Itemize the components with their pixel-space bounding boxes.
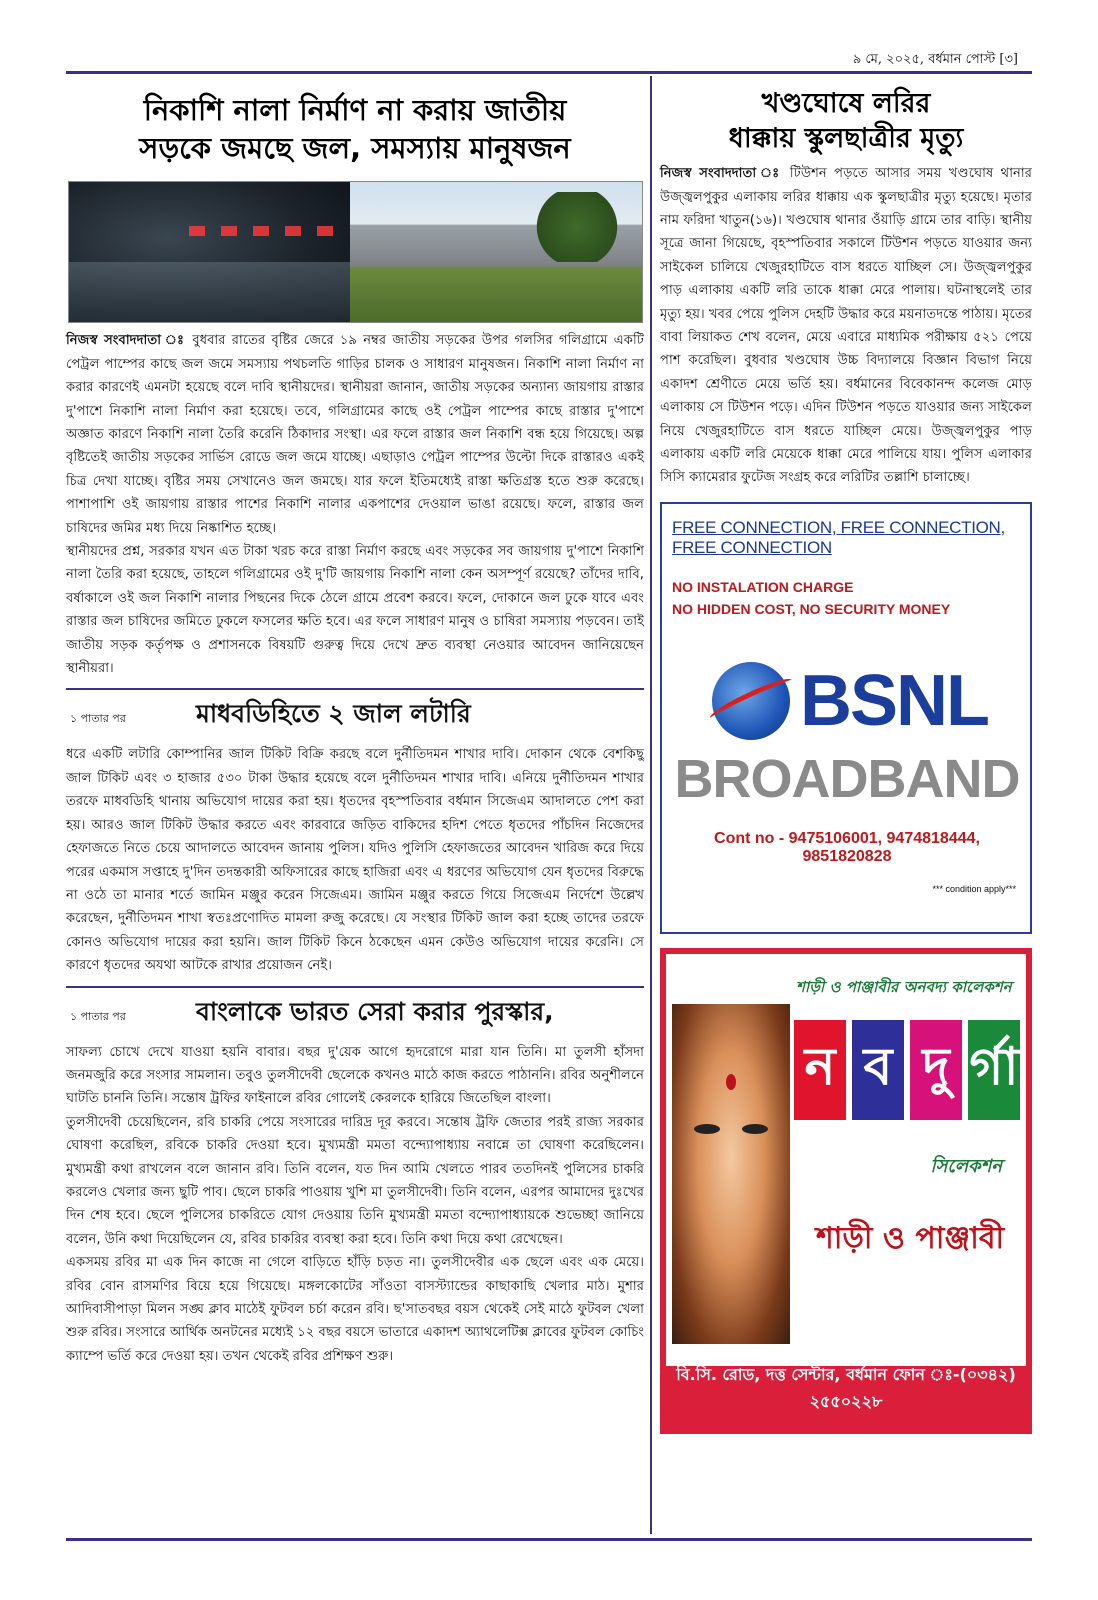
accident-body: নিজস্ব সংবাদদাতা ঃ টিউশন পড়তে আসার সময় খণ্ডঘোষ থানার উজ্জ্বলপুকুর এলাকায় লরির ধাক্কায় এক স্কুলছাত্রীর মৃত্যু হয়েছে। মৃতার নাম ফরিদা খাতুন(১৬)। খণ্ডঘোষ থানার ওঁয়াড়ি গ্রামে তার বাড়ি। স্থানীয় সূত্রে জানা গিয়েছে, বৃহস্পতিবার সকালে টিউশন পড়তে যাওয়ার জন্য সাইকেল চালিয়ে খেজুরহাটিতে বাস ধরতে যাচ্ছিল সে। উজ্জ্বলপুকুর পাড় এলাকায় একটি লরি তাকে ধাক্কা মেরে পালায়। ঘটনাস্থলেই তার মৃত্যু হয়। খবর পেয়ে পুলিস দেহটি উদ্ধার করে ময়নাতদন্তে পাঠায়। মৃতের বাবা লিয়াকত শেখ বলেন, মেয়ে এবারে মাধ্যমিক পরীক্ষায় ৫২১ পেয়ে পাশ করেছিল। বুধবার খণ্ডঘোষ উচ্চ বিদ্যালয়ে বিজ্ঞান বিভাগ নিয়ে একাদশ শ্রেণীতে মেয়ে ভর্তি হয়। বর্ধমানের বিবেকানন্দ কলেজ মোড় এলাকায় সে টিউশন পড়ে। এদিন টিউশন পড়তে যাওয়ার জন্য সাইকেল নিয়ে খেজুরহাটিতে বাস ধরতে যাচ্ছিল মেয়ে। উজ্জ্বলপুকুর পাড় এলাকায় একটি লরি মেয়েকে ধাক্কা মেরে পালিয়ে যায়। পুলিস এলাকার সিসি ক্যামেরার ফুটেজ সংগ্রহ করে লরিটির তল্লাশি চালাচ্ছে। (660, 166, 1032, 486)
no-installation-text: NO INSTALATION CHARGE (672, 578, 854, 595)
goddess-face-image (672, 1004, 790, 1344)
right-column (660, 80, 1032, 1434)
bottom-rule (66, 1538, 1032, 1541)
award-para3: একসময় রবির মা এক দিন কাজে না গেলে বাড়িতে হাঁড়ি চড়ত না। তুলসীদেবীর এক ছেলে এবং এক মেয়ে। রবির বোন রাসমণির বিয়ে হয়ে গিয়েছে। মঙ্গলকোটের সাঁওতা বাসস্ট্যান্ডের কাছাকাছি খেলার মাঠ। মুশার আদিবাসীপাড়া মিলন সঙ্ঘ ক্লাব মাঠেই ফুটবল চর্চা করেন রবি। ছ'সাতবছর বয়স থেকেই সেই মাঠে ফুটবল খেলা শুরু রবির। সংসারে আর্থিক অনটনের মধ্যেই ১২ বছর বয়সে ভাতারে একাদশ অ্যাথলেটিক্স ক্লাবের ফুটবল কোচিং ক্যাম্পে ভর্তি করে দেওয়া হয়। তখন থেকেই রবির প্রশিক্ষণ শুরু। (66, 1255, 644, 1364)
no-hidden-cost-text: NO HIDDEN COST, NO SECURITY MONEY (672, 600, 951, 617)
globe-icon (712, 662, 790, 740)
shop-address: বি.সি. রোড, দত্ত সেন্টার, বর্ধমান ফোন ঃ-(০৩৪২) ২৫৫০২২৮ (676, 1364, 1016, 1411)
nabadurga-advertisement (660, 948, 1032, 1434)
selection-text: সিলেকশন (930, 1155, 1002, 1177)
accident-headline-line1: খণ্ডঘোষে লরির (761, 88, 931, 119)
shop-name-tile: র্গা (968, 1020, 1020, 1120)
night-flood-photo (69, 182, 350, 322)
lottery-article (66, 743, 644, 977)
lottery-jump-label: ১ পাতার পর (70, 712, 126, 726)
page-folio: ৯ মে, ২০২৫, বর্ধমান পোস্ট [৩] (852, 52, 1018, 67)
accident-byline: নিজস্ব সংবাদদাতা ঃ (660, 166, 783, 182)
award-header (66, 992, 644, 1035)
section-divider (66, 986, 644, 988)
award-jump-label: ১ পাতার পর (70, 1009, 126, 1023)
column-divider (650, 76, 652, 1534)
damaged-road-photo (350, 182, 642, 322)
shop-name-tiles (794, 1020, 1020, 1120)
top-rule (66, 71, 1032, 74)
drainage-article (66, 329, 644, 680)
drainage-byline: নিজস্ব সংবাদদাতা ঃ (66, 333, 187, 349)
shop-name-tile: দু (910, 1020, 962, 1120)
bsnl-wordmark: BSNL (800, 660, 988, 741)
broadband-wordmark: BROADBAND (674, 748, 1020, 809)
bsnl-logo (672, 660, 1022, 742)
drainage-headline-line2: সড়কে জমছে জল, সমস্যায় মানুষজন (139, 130, 571, 165)
lottery-header (66, 694, 644, 737)
award-headline: বাংলাকে ভারত সেরা করার পুরস্কার, (196, 996, 554, 1026)
lottery-body: ধরে একটি লটারি কোম্পানির জাল টিকিট বিক্রি করছে বলে দুর্নীতিদমন শাখার দাবি। দোকান থেকে বেশকিছু জাল টিকিট এবং ৩ হাজার ৫৩০ টাকা উদ্ধার হয়েছে বলে দুর্নীতিদমন শাখার দাবি। এনিয়ে দুর্নীতিদমন শাখার তরফে মাধবডিহি থানায় অভিযোগ দায়ের করা হয়। ধৃতদের বৃহস্পতিবার বর্ধমান সিজেএম আদালতে পেশ করা হয়। আরও জাল টিকিট উদ্ধার করতে এবং কারবারে জড়িত বাকিদের হদিশ পেতে ধৃতদের পাঁচদিন নিজেদের হেফাজতে নিতে চেয়ে আদালতে আবেদন জানায় পুলিস। যদিও পুলিসি হেফাজতের আবেদন খারিজ করে দিয়ে পরের একমাস সপ্তাহে দু'দিন তদন্তকারী অফিসারের কাছে হাজিরা এবং এ ধরণের অভিযোগ যেন ধৃতদের বিরুদ্ধে না ওঠে তা মানার শর্তে জামিন মঞ্জুর করেন সিজেএম। জামিন মঞ্জুর করতে গিয়ে সিজেএম নির্দেশে উল্লেখ করেছেন, দুর্নীতিদমন শাখা স্বতঃপ্রণোদিত মামলা রুজু করেছে। যে সংস্থার টিকিট জাল করা হচ্ছে তাদের তরফে কোনও অভিযোগ দায়ের করা হয়নি। জাল টিকিট কিনে ঠকেছেন এমন কেউও অভিযোগ দায়ের করেনি। সে কারণে ধৃতদের অযথা আটকে রাখার প্রয়োজন নেই। (66, 747, 645, 974)
left-column (66, 80, 644, 1368)
contact-numbers: Cont no - 9475106001, 9474818444, 9851820828 (714, 829, 980, 865)
drainage-headline-line1: নিকাশি নালা নির্মাণ না করায় জাতীয় (143, 93, 567, 127)
award-para1: সাফল্য চোখে দেখে যাওয়া হয়নি বাবার। বছর দু'য়েক আগে হৃদরোগে মারা যান তিনি। মা তুলসী হাঁসদা জনমজুরি করে সংসার সামলান। তবুও তুলসীদেবী ছেলেকে কখনও মাঠে কাজ করতে পাঠাননি। রবির অনুশীলনে ঘাটতি চাননি তিনি। সন্তোষ ট্রফির ফাইনালে রবির গোলেই কেরলকে হারিয়ে জিতেছিল বাংলা। (66, 1044, 644, 1107)
drainage-para2: স্থানীয়দের প্রশ্ন, সরকার যখন এত টাকা খরচ করে রাস্তা নির্মাণ করছে এবং সড়কের সব জায়গায় দু'পাশে নিকাশি নালা তৈরি করা হয়েছে, তাহলে গলিগ্রামের ওই দু'টি জায়গায় নিকাশি নালা কেন অসম্পূর্ণ রয়েছে? তাঁদের দাবি, বর্ষাকালে ওই জল নিকাশি নালার পিছনের দিকে ঠেলে গ্রামে প্রবেশ করবে। ফলে, দোকানে জল ঢুকে যাবে এবং রাস্তার জল চাষিদের জমিতে ঢুকলে ফসলের ক্ষতি হবে। এর ফলে সাধারণ মানুষ ও চাষিরা সমস্যায় পড়বেন। তাই জাতীয় সড়ক কর্তৃপক্ষ ও প্রশাসনকে বিষয়টি গুরুত্ব দিয়ে দেখে দ্রুত ব্যবস্থা নেওয়ার আবেদন জানিয়েছেন স্থানীয়রা। (66, 544, 644, 677)
section-divider (66, 688, 644, 690)
shop-name-tile: ব (852, 1020, 904, 1120)
waterlogged-road-photo (68, 181, 643, 323)
shop-name-tile: ন (794, 1020, 846, 1120)
lottery-headline: মাধবডিহিতে ২ জাল লটারি (196, 699, 471, 729)
bsnl-advertisement (660, 502, 1032, 934)
award-article (66, 1041, 644, 1369)
collection-tagline: শাড়ী ও পাঞ্জাবীর অনবদ্য কালেকশন (796, 977, 1012, 996)
free-connection-text: FREE CONNECTION, FREE CONNECTION, FREE CONNECTION (672, 517, 1005, 557)
condition-note: *** condition apply*** (932, 883, 1016, 894)
award-para2: তুলসীদেবী চেয়েছিলেন, রবি চাকরি পেয়ে সংসারের দারিদ্র দূর করবে। সন্তোষ ট্রফি জেতার পরই রাজ্য সরকার ঘোষণা করেছিল, রবিকে চাকরি দেওয়া হবে। মুখ্যমন্ত্রী মমতা বন্দ্যোপাধ্যায় নবান্নে তা ঘোষণা করেছিলেন। মুখ্যমন্ত্রী কথা রাখলেন বলে জানান রবি। তিনি বলেন, যত দিন আমি খেলতে পারব ততদিনই পুলিসের চাকরি করলেও খেলার জন্য ছুটি পাব। ছেলে চাকরি পাওয়ায় খুশি মা তুলসীদেবী। তিনি বলেন, এরপর আমাদের দুঃখের দিন শেষ হবে। ছেলে পুলিসের চাকরিতে যোগ দেওয়ায় তিনি মুখ্যমন্ত্রী মমতা বন্দ্যোপাধ্যায়কে শুভেচ্ছা জানিয়ে বলেন, উনি কথা দিয়েছিলেন যে, রবির চাকরির ব্যবস্থা করা হবে। তিনি কথা দিয়ে কথা রেখেছেন। (66, 1114, 644, 1247)
accident-headline (660, 86, 1032, 156)
accident-article (660, 162, 1032, 490)
drainage-headline (66, 92, 644, 167)
accident-headline-line2: ধাক্কায় স্কুলছাত্রীর মৃত্যু (728, 123, 964, 155)
drainage-para1: নিজস্ব সংবাদদাতা ঃ বুধবার রাতের বৃষ্টির জেরে ১৯ নম্বর জাতীয় সড়কের উপর গলসির গলিগ্রামে একটি পেট্রল পাম্পের কাছে জল জমে সমস্যায় পথচলতি গাড়ির চালক ও সাধারণ মানুষজন। নিকাশি নালা নির্মাণ না করার কারণেই এমনটা হয়েছে বলে দাবি স্থানীয়দের। স্থানীয়রা জানান, জাতীয় সড়কের অন্যান্য জায়গায় রাস্তার দু'পাশে নিকাশি নালা নির্মাণ করা হয়েছে। তবে, গলিগ্রামের কাছে ওই পেট্রল পাম্পের কাছে রাস্তার দু'পাশে অজ্ঞাত কারণে নিকাশি নালা তৈরি করেনি ঠিকাদার সংস্থা। এর ফলে রাস্তার জল নিকাশি বন্ধ হয়ে গিয়েছে। অল্প বৃষ্টিতেই জাতীয় সড়কের সার্ভিস রোডে জল জমে যাচ্ছে। এছাড়াও পেট্রল পাম্পের উল্টো দিকে রাস্তারও একই চিত্র দেখা যাচ্ছে। বৃষ্টির সময় সেখানেও জল জমছে। যার ফলে ইতিমধ্যেই রাস্তা ক্ষতিগ্রস্ত হতে শুরু করেছে। পাশাপাশি ওই জায়গায় রাস্তার পাশের নিকাশি নালার একপাশের দেওয়াল ভাঙা রয়েছে। ফলে, রাস্তার জল চাষিদের জমির মধ্য দিয়ে নিষ্কাশিত হচ্ছে। (66, 333, 644, 536)
saree-panjabi-text: শাড়ী ও পাঞ্জাবী (816, 1220, 1005, 1256)
